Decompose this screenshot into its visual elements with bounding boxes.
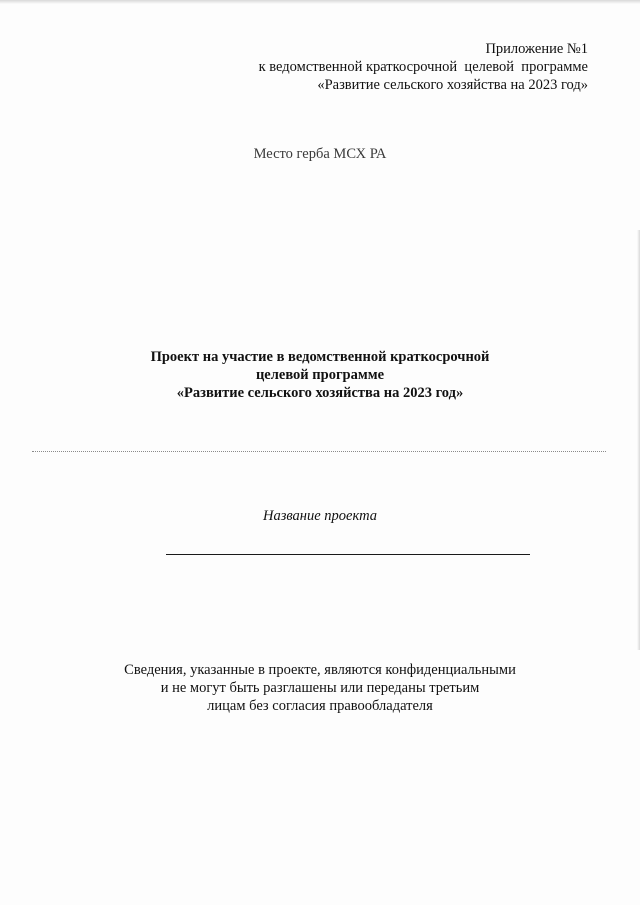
annex-header (259, 40, 588, 94)
project-title (0, 348, 640, 402)
confidentiality-line-1: Сведения, указанные в проекте, являются конфиденциальными (124, 662, 516, 678)
project-title-line-2: целевой программе (255, 367, 385, 383)
confidentiality-notice (0, 661, 640, 715)
project-title-line-1: Проект на участие в ведомственной краткосрочной (150, 349, 490, 365)
annex-number: Приложение №1 (485, 41, 588, 57)
dotted-separator (32, 451, 606, 452)
confidentiality-line-3: лицам без согласия правообладателя (207, 698, 433, 714)
annex-program-name: «Развитие сельского хозяйства на 2023 год» (317, 77, 588, 93)
annex-program-ref: к ведомственной краткосрочной целевой программе (258, 59, 588, 75)
emblem-placeholder: Место герба МСХ РА (253, 146, 387, 162)
project-name-label: Название проекта (262, 508, 377, 524)
project-name-underline (166, 554, 530, 555)
project-title-line-3: «Развитие сельского хозяйства на 2023 год» (176, 385, 464, 401)
confidentiality-line-2: и не могут быть разглашены или переданы третьим (160, 680, 480, 696)
scan-edge-top (0, 0, 640, 4)
